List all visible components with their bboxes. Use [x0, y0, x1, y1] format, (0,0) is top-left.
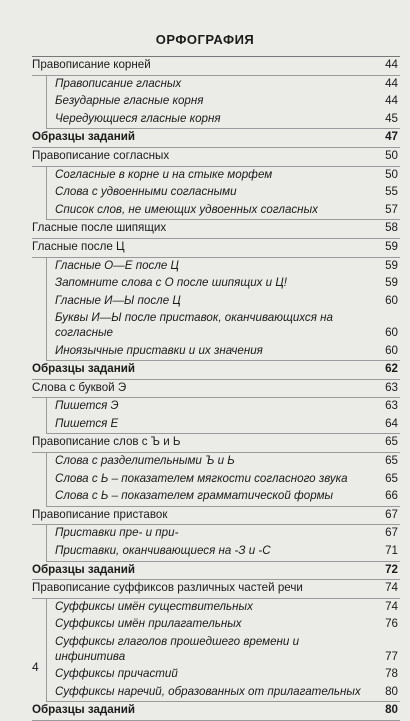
toc-entry-page: 45 — [385, 111, 398, 125]
toc-subentry-group — [46, 453, 400, 507]
toc-entry-page: 67 — [385, 526, 398, 540]
toc-entry-page: 65 — [385, 454, 398, 468]
toc-subentry — [47, 453, 400, 471]
toc-entry-title: Безударные гласные корня — [55, 94, 204, 108]
toc-entry-page: 65 — [385, 435, 398, 449]
toc-subentry — [47, 543, 400, 562]
toc-entry-page: 78 — [385, 667, 398, 681]
toc-entry — [32, 239, 400, 258]
toc-entry-title: Правописание гласных — [55, 76, 182, 90]
toc-entry — [32, 434, 400, 453]
toc-subentry-group — [46, 525, 400, 561]
toc-entry-page: 74 — [385, 581, 398, 595]
toc-entry-page: 62 — [385, 362, 398, 376]
toc-entry-page: 72 — [385, 562, 398, 576]
toc-entry-title: Правописание приставок — [32, 507, 168, 521]
toc-entry-title: Приставки, оканчивающиеся на -З и -С — [55, 544, 271, 558]
toc-entry-page: 59 — [385, 276, 398, 290]
toc-entry-page: 77 — [385, 649, 398, 663]
toc-entry-page: 63 — [385, 380, 398, 394]
toc-entry-page: 71 — [385, 544, 398, 558]
toc-subentry — [47, 184, 400, 202]
toc-entry-title: Правописание согласных — [32, 148, 170, 162]
toc-subentry — [47, 167, 400, 185]
toc-entry-page: 60 — [385, 343, 398, 357]
toc-entry-page: 44 — [385, 94, 398, 108]
toc-sample-tasks — [32, 129, 400, 148]
toc-subentry — [47, 293, 400, 311]
toc-subentry — [47, 398, 400, 416]
toc-entry-page: 59 — [385, 239, 398, 253]
toc-entry-page: 80 — [385, 703, 398, 717]
toc-entry-title: Слова с удвоенными согласными — [55, 185, 237, 199]
toc-entry-title: Гласные И—Ы после Ц — [55, 293, 181, 307]
toc-subentry — [47, 111, 400, 130]
toc-entry-title: Иноязычные приставки и их значения — [55, 343, 263, 357]
toc-subentry — [47, 310, 400, 342]
toc-entry-page: 44 — [385, 76, 398, 90]
toc-entry-title: Суффиксы имён существительных — [55, 599, 253, 613]
toc-entry-title: Пишется Е — [55, 416, 119, 430]
toc-entry-title: Слова с разделительными Ъ и Ь — [55, 454, 235, 468]
toc-entry — [32, 57, 400, 76]
toc-entry-title: Гласные О—Е после Ц — [55, 258, 179, 272]
toc-subentry — [47, 471, 400, 489]
toc-entry-title: Слова с буквой Э — [32, 380, 127, 394]
toc-entry — [32, 220, 400, 239]
toc-subentry — [47, 258, 400, 276]
toc-subentry — [47, 634, 400, 666]
toc-subentry — [47, 616, 400, 634]
toc-entry-title: Суффиксы глаголов прошедшего времени и инфинитива — [55, 635, 300, 663]
toc-entry-page: 60 — [385, 293, 398, 307]
toc-entry-page: 80 — [385, 684, 398, 698]
toc-entry-title: Гласные после Ц — [32, 239, 125, 253]
toc-entry-title: Пишется Э — [55, 399, 119, 413]
toc-entry-title: Слова с Ь – показателем мягкости согласного звука — [55, 471, 348, 485]
toc-subentry — [47, 416, 400, 435]
toc-subentry — [47, 275, 400, 293]
toc-entry-title: Список слов, не имеющих удвоенных согласных — [55, 202, 318, 216]
toc-entry-title: Правописание корней — [32, 58, 151, 71]
toc-subentry-group — [46, 398, 400, 434]
toc-entry-page: 64 — [385, 416, 398, 430]
toc-entry-title: Образцы заданий — [32, 562, 135, 576]
toc-subentry-group — [46, 599, 400, 703]
toc-entry-title: Образцы заданий — [32, 362, 135, 376]
toc-subentry — [47, 343, 400, 362]
toc-entry-title: Суффиксы наречий, образованных от прилагательных — [55, 684, 361, 698]
toc-entry-page: 47 — [385, 130, 398, 144]
toc-entry — [32, 507, 400, 526]
toc-sample-tasks — [32, 562, 400, 581]
toc-subentry — [47, 202, 400, 221]
toc-entry-page: 57 — [385, 202, 398, 216]
toc-subentry — [47, 666, 400, 684]
page-number: 4 — [32, 660, 39, 674]
toc-subentry — [47, 76, 400, 94]
toc-entry-title: Образцы заданий — [32, 703, 135, 717]
toc-entry-page: 66 — [385, 489, 398, 503]
toc-entry-title: Суффиксы причастий — [55, 667, 178, 681]
page-title: ОРФОГРАФИЯ — [155, 32, 255, 47]
toc-entry-page: 74 — [385, 599, 398, 613]
toc-subentry-group — [46, 167, 400, 221]
toc-entry-page: 59 — [385, 258, 398, 272]
toc-entry-title: Образцы заданий — [32, 130, 135, 144]
toc-sample-tasks — [32, 361, 400, 380]
toc-entry — [32, 380, 400, 399]
toc-entry-page: 60 — [385, 325, 398, 339]
toc-entry-title: Правописание суффиксов различных частей речи — [32, 581, 303, 595]
toc-entry — [32, 148, 400, 167]
toc-entry-title: Слова с Ь – показателем грамматической формы — [55, 489, 334, 503]
toc-entry-page: 76 — [385, 617, 398, 631]
toc-entry-title: Согласные в корне и на стыке морфем — [55, 167, 273, 181]
toc-subentry — [47, 488, 400, 507]
toc-entry — [32, 580, 400, 599]
toc-subentry — [47, 525, 400, 543]
toc-entry-title: Суффиксы имён прилагательных — [55, 617, 242, 631]
toc-entry-page: 63 — [385, 399, 398, 413]
toc-subentry-group — [46, 76, 400, 130]
toc-entry-page: 67 — [385, 507, 398, 521]
toc-entry-title: Гласные после шипящих — [32, 221, 167, 235]
toc-entry-page: 55 — [385, 185, 398, 199]
toc-entry-title: Буквы И—Ы после приставок, оканчивающихся на согласные — [55, 311, 333, 339]
toc-entry-page: 58 — [385, 221, 398, 235]
toc-subentry — [47, 599, 400, 617]
toc-entry-title: Приставки пре- и при- — [55, 526, 179, 540]
toc-entry-page: 65 — [385, 471, 398, 485]
table-of-contents — [32, 56, 400, 721]
toc-sample-tasks — [32, 702, 400, 721]
toc-entry-page: 44 — [385, 58, 398, 71]
toc-subentry — [47, 93, 400, 111]
toc-entry-page: 50 — [385, 148, 398, 162]
toc-entry-title: Чередующиеся гласные корня — [55, 111, 221, 125]
toc-entry-page: 50 — [385, 167, 398, 181]
toc-entry-title: Правописание слов с Ъ и Ь — [32, 435, 181, 449]
toc-subentry-group — [46, 258, 400, 362]
toc-entry-title: Запомните слова с О после шипящих и Ц! — [55, 276, 287, 290]
